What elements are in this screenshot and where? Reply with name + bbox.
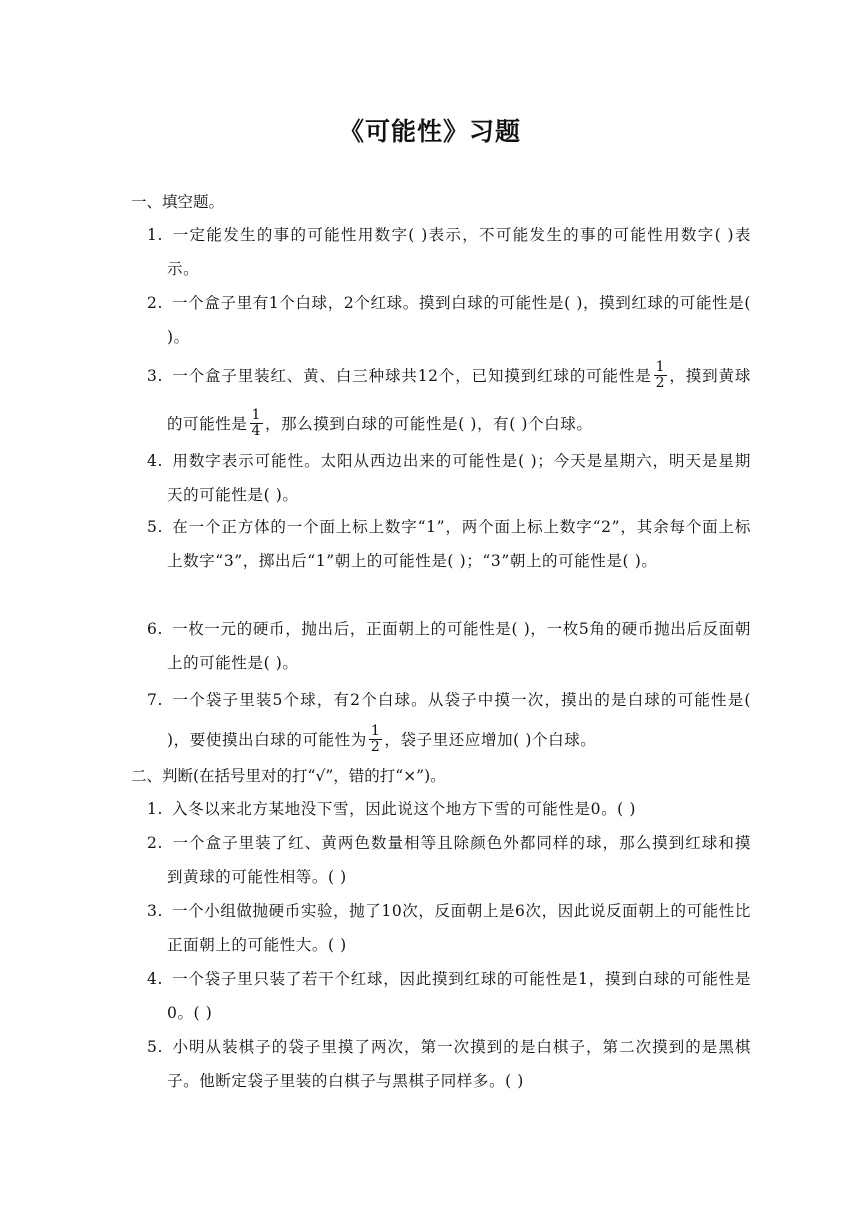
question-fill-2 bbox=[147, 286, 751, 354]
question-text: 一个盒子里装了红、黄两色数量相等且除颜色外都同样的球，那么摸到红球和摸到黄球的可能性相等。( ) bbox=[167, 834, 751, 886]
question-number: 2. bbox=[147, 834, 163, 852]
question-number: 3. bbox=[147, 902, 163, 920]
question-text-part-b: ，摸到黄球的可能性是 bbox=[167, 367, 751, 433]
question-text: 一个小组做抛硬币实验，抛了10次，反面朝上是6次，因此说反面朝上的可能性比正面朝上的可能性大。( ) bbox=[167, 902, 751, 954]
question-number: 1. bbox=[147, 226, 163, 244]
question-judge-5 bbox=[147, 1030, 751, 1098]
fraction-one-quarter bbox=[250, 408, 264, 439]
question-judge-2 bbox=[147, 826, 751, 894]
question-fill-3 bbox=[147, 352, 751, 448]
question-number: 6. bbox=[147, 620, 163, 638]
question-text: 在一个正方体的一个面上标上数字“1”，两个面上标上数字“2”，其余每个面上标上数字“3”，掷出后“1”朝上的可能性是( )；“3”朝上的可能性是( )。 bbox=[167, 518, 751, 570]
question-number: 4. bbox=[147, 452, 163, 470]
fraction-denominator: 4 bbox=[251, 422, 262, 439]
question-text: 一个盒子里有1个白球，2个红球。摸到白球的可能性是( )，摸到红球的可能性是( )。 bbox=[167, 294, 751, 346]
fraction-numerator: 1 bbox=[251, 406, 262, 423]
question-text: 小明从装棋子的袋子里摸了两次，第一次摸到的是白棋子，第二次摸到的是黑棋子。他断定袋子里装的白棋子与黑棋子同样多。( ) bbox=[167, 1038, 751, 1090]
fraction-one-half bbox=[369, 724, 383, 755]
fraction-denominator: 2 bbox=[655, 374, 666, 391]
question-fill-6 bbox=[147, 612, 751, 680]
question-text-part-a: 一个袋子里装5个球，有2个白球。从袋子中摸一次，摸出的是白球的可能性是( )，要使摸出白球的可能性为 bbox=[167, 691, 751, 749]
fraction-numerator: 1 bbox=[655, 358, 666, 375]
question-text-part-a: 一个盒子里装红、黄、白三种球共12个，已知摸到红球的可能性是 bbox=[172, 367, 652, 385]
question-text: 一枚一元的硬币，抛出后，正面朝上的可能性是( )，一枚5角的硬币抛出后反面朝上的可能性是( )。 bbox=[167, 620, 751, 672]
question-number: 2. bbox=[147, 294, 163, 312]
question-text: 一定能发生的事的可能性用数字( )表示，不可能发生的事的可能性用数字( )表示。 bbox=[167, 226, 751, 278]
question-judge-1 bbox=[147, 792, 751, 826]
page-title: 《可能性》习题 bbox=[338, 117, 521, 146]
question-fill-7 bbox=[147, 680, 751, 760]
section-heading-true-false: 二、判断(在括号里对的打“√”，错的打“×”)。 bbox=[131, 767, 446, 785]
question-number: 4. bbox=[147, 970, 163, 988]
section-heading-fill-in: 一、填空题。 bbox=[131, 193, 225, 211]
question-number: 1. bbox=[147, 800, 163, 818]
question-judge-3 bbox=[147, 894, 751, 962]
question-text-part-b: ，袋子里还应增加( )个白球。 bbox=[384, 731, 597, 749]
question-number: 5. bbox=[147, 518, 163, 536]
question-text: 入冬以来北方某地没下雪，因此说这个地方下雪的可能性是0。( ) bbox=[172, 800, 636, 818]
question-number: 7. bbox=[147, 691, 163, 709]
question-judge-4 bbox=[147, 962, 751, 1030]
question-number: 5. bbox=[147, 1038, 163, 1056]
question-text-part-c: ，那么摸到白球的可能性是( )，有( )个白球。 bbox=[265, 415, 593, 433]
fraction-one-half bbox=[654, 360, 668, 391]
question-number: 3. bbox=[147, 367, 163, 385]
question-fill-5 bbox=[147, 510, 751, 578]
fraction-numerator: 1 bbox=[370, 722, 381, 739]
fraction-denominator: 2 bbox=[370, 738, 381, 755]
question-fill-1 bbox=[147, 218, 751, 286]
question-text: 一个袋子里只装了若干个红球，因此摸到红球的可能性是1，摸到白球的可能性是0。( ) bbox=[167, 970, 751, 1022]
question-fill-4 bbox=[147, 444, 751, 512]
question-text: 用数字表示可能性。太阳从西边出来的可能性是( )；今天是星期六，明天是星期天的可能性是( )。 bbox=[167, 452, 751, 504]
